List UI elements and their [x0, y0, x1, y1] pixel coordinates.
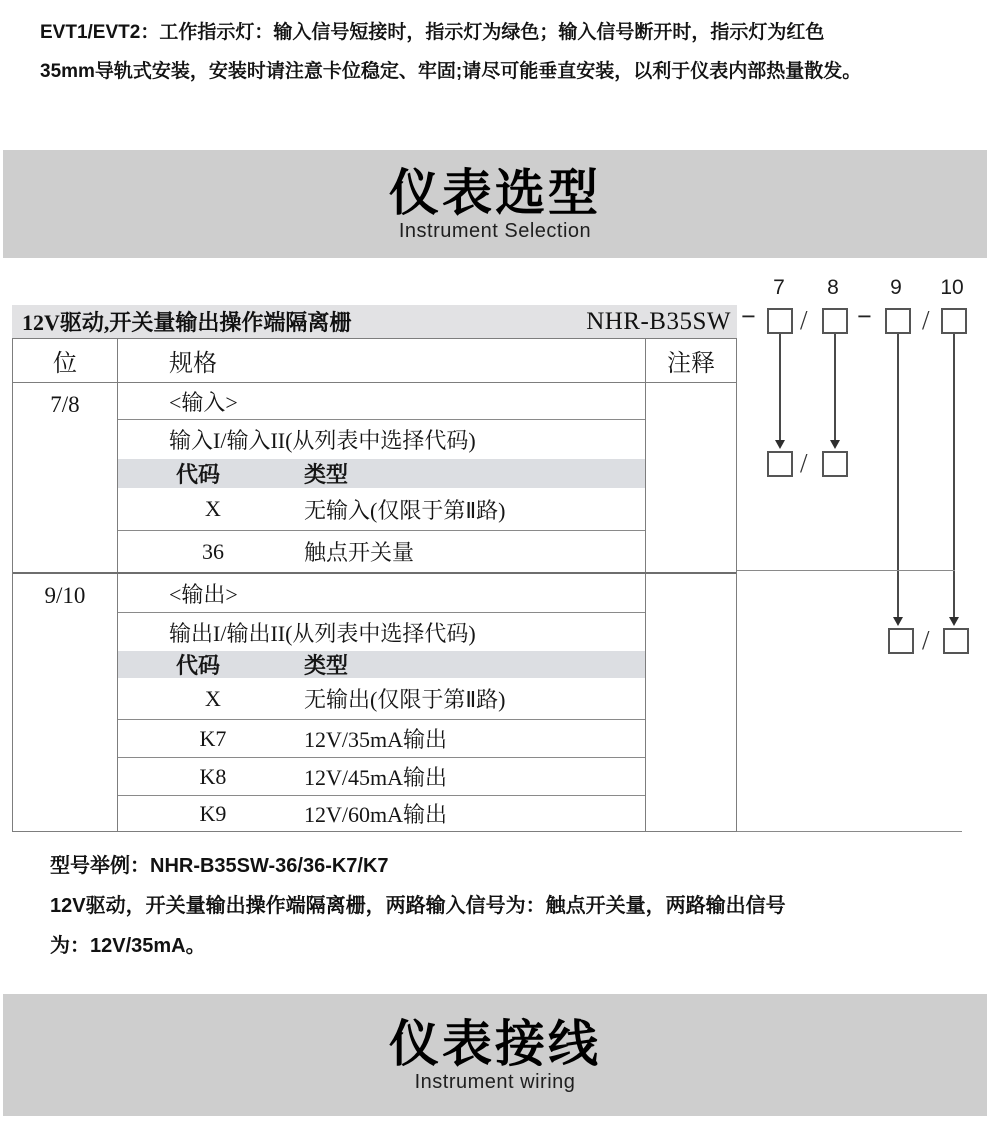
input-code-box-2 [822, 451, 848, 477]
section-output-pos: 9/10 [13, 574, 118, 831]
selection-banner-title: 仪表选型 [389, 164, 601, 221]
header-note: 注释 [667, 351, 715, 377]
output-code-box-2 [943, 628, 969, 654]
selection-banner [3, 150, 987, 258]
row-divider-extension [737, 570, 955, 571]
slash-separator: / [800, 305, 808, 335]
selection-banner-subtitle: Instrument Selection [398, 219, 592, 242]
header-pos: 位 [13, 339, 118, 382]
section-output-title: <输出> [118, 574, 645, 613]
code-box-10 [941, 308, 967, 334]
section-input-pos: 7/8 [13, 383, 118, 572]
example-line-2: 12V驱动，开关量输出操作端隔离栅，两路输入信号为：触点开关量，两路输出信号 [50, 895, 786, 917]
input-code-box-1 [767, 451, 793, 477]
wiring-banner-title: 仪表接线 [389, 1015, 601, 1072]
table-header-row [13, 339, 736, 383]
connector-line-9 [897, 334, 899, 617]
model-strip [12, 305, 737, 338]
section-input [13, 383, 736, 574]
intro-paragraph [40, 13, 861, 91]
row-code: K7 [199, 725, 227, 751]
type-header: 类型 [304, 653, 349, 678]
slash-separator: / [922, 625, 930, 655]
row-code: 36 [202, 538, 224, 564]
row-type: 12V/60mA输出 [304, 802, 448, 827]
arrow-head-icon [775, 440, 785, 449]
model-number: NHR-B35SW [586, 307, 731, 335]
section-output-subheader [118, 651, 645, 678]
table-row [118, 758, 645, 796]
digit-label-7: 7 [773, 276, 785, 299]
section-input-title: <输入> [118, 383, 645, 420]
table-bottom-extension [737, 831, 962, 832]
section-output-subtitle: 输出I/输出II(从列表中选择代码) [169, 620, 476, 646]
dash-separator: − [857, 302, 872, 331]
output-code-box-1 [888, 628, 914, 654]
arrow-head-icon [893, 617, 903, 626]
row-type: 无输出(仅限于第Ⅱ路) [304, 687, 506, 712]
selection-table [12, 338, 737, 832]
model-strip-label: 12V驱动,开关量输出操作端隔离栅 [22, 310, 352, 335]
digit-label-9: 9 [890, 276, 902, 299]
connector-line-10 [953, 334, 955, 617]
row-type: 12V/35mA输出 [304, 727, 448, 752]
code-header: 代码 [176, 653, 221, 678]
table-row [118, 720, 645, 758]
section-output-spec [118, 574, 646, 831]
arrow-head-icon [949, 617, 959, 626]
row-code: X [205, 685, 221, 711]
example-paragraph [50, 846, 786, 966]
intro-line-2: 35mm导轨式安装，安装时请注意卡位稳定、牢固;请尽可能垂直安装，以利于仪表内部热量散发。 [40, 61, 862, 82]
row-code: K8 [199, 763, 227, 789]
dash-separator: − [741, 302, 756, 331]
note-cell [646, 383, 736, 572]
row-code: X [205, 496, 221, 521]
section-input-subheader [118, 459, 645, 488]
section-output [13, 574, 736, 831]
slash-separator: / [922, 305, 930, 335]
code-header: 代码 [176, 462, 221, 487]
table-row [118, 531, 645, 572]
code-box-7 [767, 308, 793, 334]
digit-label-10: 10 [940, 276, 964, 299]
section-input-spec [118, 383, 646, 572]
table-row [118, 796, 645, 831]
note-cell [646, 574, 736, 831]
example-line-3: 为：12V/35mA。 [50, 935, 206, 957]
intro-line-1: EVT1/EVT2：工作指示灯：输入信号短接时，指示灯为绿色；输入信号断开时，指示灯为红色 [40, 22, 825, 43]
connector-line-7 [779, 334, 781, 440]
code-box-8 [822, 308, 848, 334]
row-type: 无输入(仅限于第Ⅱ路) [304, 497, 506, 523]
slash-separator: / [800, 448, 808, 478]
section-input-subtitle: 输入I/输入II(从列表中选择代码) [169, 428, 476, 453]
wiring-banner [3, 994, 987, 1116]
code-box-9 [885, 308, 911, 334]
header-spec: 规格 [118, 339, 646, 382]
connector-line-8 [834, 334, 836, 440]
digit-label-8: 8 [827, 276, 839, 299]
row-type: 12V/45mA输出 [304, 765, 448, 790]
wiring-banner-subtitle: Instrument wiring [414, 1070, 576, 1093]
table-row [118, 678, 645, 720]
row-type: 触点开关量 [304, 540, 415, 565]
row-code: K9 [199, 800, 227, 826]
example-line-1: 型号举例：NHR-B35SW-36/36-K7/K7 [50, 855, 389, 877]
table-row [118, 488, 645, 531]
type-header: 类型 [304, 462, 349, 487]
arrow-head-icon [830, 440, 840, 449]
